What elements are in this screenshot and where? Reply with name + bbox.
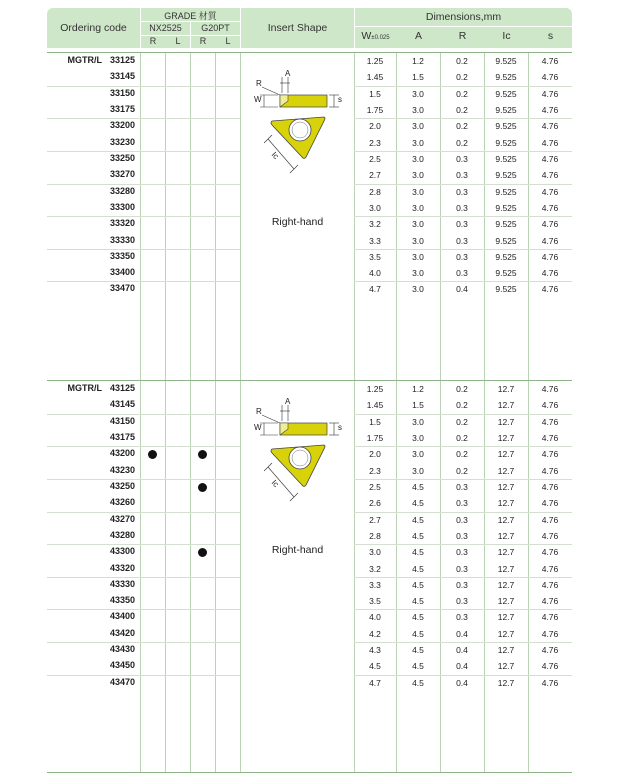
ordering-code: 33145 <box>109 71 135 82</box>
ordering-code: 33280 <box>109 185 135 196</box>
dimensions-header: Dimensions,mm <box>425 11 502 23</box>
dim-w-value: 1.25 <box>366 384 384 394</box>
dim-r-value: 0.2 <box>456 72 468 83</box>
dim-a-value: 3.0 <box>412 284 424 295</box>
dim-s-value: 4.76 <box>541 596 559 607</box>
threading-insert-icon <box>250 401 346 511</box>
dim-w-value: 4.0 <box>369 612 381 623</box>
dim-w-value: 1.75 <box>366 432 384 443</box>
ordering-code: 33200 <box>109 120 135 131</box>
dim-w-value: 2.0 <box>369 449 381 460</box>
dim-w-value: 1.5 <box>369 88 381 99</box>
dim-s-value: 4.76 <box>541 153 559 164</box>
dim-ic-value: 9.525 <box>495 202 517 213</box>
dim-a-value: 1.5 <box>412 400 424 411</box>
dim-s-value: 4.76 <box>541 432 559 443</box>
dim-ic-value: 9.525 <box>495 251 517 262</box>
row-separator <box>354 184 572 185</box>
row-separator <box>354 675 572 676</box>
dim-a-value: 3.0 <box>412 104 424 115</box>
row-separator <box>354 86 572 87</box>
ordering-code: 33330 <box>109 234 135 245</box>
row-separator <box>47 184 140 185</box>
dim-ic-value: 9.525 <box>495 235 517 246</box>
dim-ic-value: 12.7 <box>497 416 515 427</box>
radius-label: R <box>256 79 262 88</box>
thickness-label: s <box>338 423 342 432</box>
dim-r-value: 0.4 <box>456 661 468 672</box>
row-separator <box>47 151 140 152</box>
row-separator <box>354 249 572 250</box>
thickness-label: s <box>338 95 342 104</box>
dim-ic-value: 12.7 <box>497 661 515 672</box>
dim-r-value: 0.4 <box>456 677 468 688</box>
dim-r-value: 0.4 <box>456 628 468 639</box>
ordering-code: 33270 <box>109 169 135 180</box>
ordering-code: 43230 <box>109 464 135 475</box>
dim-w-value: 1.45 <box>366 72 384 83</box>
dim-r-value: 0.3 <box>456 268 468 279</box>
right-hand-label: Right-hand <box>271 544 324 556</box>
dim-r-value: 0.2 <box>456 137 468 148</box>
dim-a-value: 3.0 <box>412 219 424 230</box>
grade-header: GRADE 材質 <box>164 11 217 21</box>
dim-s-value: 4.76 <box>541 56 559 66</box>
dim-a-value: 3.0 <box>412 137 424 148</box>
hand-l-1: L <box>175 36 181 46</box>
availability-dot <box>198 450 207 459</box>
row-separator <box>140 577 240 578</box>
ordering-code: 33470 <box>109 283 135 294</box>
row-separator <box>140 446 240 447</box>
dim-s-value: 4.76 <box>541 677 559 688</box>
row-separator <box>140 249 240 250</box>
insert-shape-header: Insert Shape <box>267 22 328 34</box>
dim-r-value: 0.3 <box>456 186 468 197</box>
dim-a-value: 3.0 <box>412 465 424 476</box>
dim-r-value: 0.2 <box>456 465 468 476</box>
row-separator <box>47 446 140 447</box>
row-separator <box>47 281 140 282</box>
dim-ic-value: 12.7 <box>497 514 515 525</box>
row-separator <box>47 216 140 217</box>
dim-r-value: 0.3 <box>456 498 468 509</box>
dim-w-value: 1.45 <box>366 400 384 411</box>
dim-s-value: 4.76 <box>541 121 559 132</box>
ordering-code: 33400 <box>109 267 135 278</box>
ordering-code: 33175 <box>109 103 135 114</box>
row-separator <box>354 577 572 578</box>
dim-r-value: 0.2 <box>456 400 468 411</box>
dim-w-value: 2.6 <box>369 498 381 509</box>
dim-a-value: 4.5 <box>412 547 424 558</box>
dim-a-value: 3.0 <box>412 170 424 181</box>
row-separator <box>140 151 240 152</box>
insert-spec-table <box>47 8 572 772</box>
dim-s-value: 4.76 <box>541 612 559 623</box>
row-separator <box>140 414 240 415</box>
row-separator <box>47 544 140 545</box>
row-separator <box>354 281 572 282</box>
ordering-code: 33250 <box>109 152 135 163</box>
dim-a-value: 4.5 <box>412 661 424 672</box>
row-separator <box>140 281 240 282</box>
dim-a-value: 3.0 <box>412 121 424 132</box>
dim-a-value: 4.5 <box>412 677 424 688</box>
row-separator <box>140 675 240 676</box>
dim-r-value: 0.2 <box>456 432 468 443</box>
row-separator <box>47 609 140 610</box>
dim-w-value: 3.0 <box>369 547 381 558</box>
dim-w-value: 4.7 <box>369 284 381 295</box>
row-separator <box>47 512 140 513</box>
dim-s-value: 4.76 <box>541 661 559 672</box>
dim-col-r: R <box>458 30 467 42</box>
dim-ic-value: 12.7 <box>497 628 515 639</box>
dim-s-value: 4.76 <box>541 137 559 148</box>
ordering-code-header: Ordering code <box>60 22 127 34</box>
dim-ic-value: 12.7 <box>497 547 515 558</box>
ordering-code: 43175 <box>109 431 135 442</box>
dim-a-value: 4.5 <box>412 563 424 574</box>
dim-a-value: 4.5 <box>412 530 424 541</box>
dim-w-value: 1.5 <box>369 416 381 427</box>
dim-ic-value: 9.525 <box>495 88 517 99</box>
dim-ic-value: 9.525 <box>495 153 517 164</box>
row-separator <box>47 675 140 676</box>
dim-s-value: 4.76 <box>541 645 559 656</box>
dim-s-value: 4.76 <box>541 235 559 246</box>
table-bottom <box>47 772 572 773</box>
ordering-code: 43270 <box>109 513 135 524</box>
row-separator <box>47 642 140 643</box>
dim-ic-value: 12.7 <box>497 612 515 623</box>
row-separator <box>47 414 140 415</box>
row-separator <box>47 479 140 480</box>
dim-s-value: 4.76 <box>541 465 559 476</box>
dim-a-value: 4.5 <box>412 498 424 509</box>
dim-col-w: W±0.025 <box>361 30 390 42</box>
dim-s-value: 4.76 <box>541 547 559 558</box>
row-separator <box>47 86 140 87</box>
ordering-code: 43400 <box>109 611 135 622</box>
dim-a-value: 3.0 <box>412 268 424 279</box>
dim-r-value: 0.4 <box>456 284 468 295</box>
dim-a-value: 3.0 <box>412 186 424 197</box>
dim-r-value: 0.3 <box>456 481 468 492</box>
ordering-code: 43145 <box>109 399 135 410</box>
dim-s-value: 4.76 <box>541 400 559 411</box>
dim-w-value: 4.3 <box>369 645 381 656</box>
dim-r-value: 0.2 <box>456 104 468 115</box>
ordering-code: 43320 <box>109 562 135 573</box>
dim-r-value: 0.2 <box>456 121 468 132</box>
dim-s-value: 4.76 <box>541 219 559 230</box>
dim-s-value: 4.76 <box>541 628 559 639</box>
dim-r-value: 0.3 <box>456 547 468 558</box>
dim-ic-value: 9.525 <box>495 186 517 197</box>
dim-a-value: 3.0 <box>412 416 424 427</box>
dim-ic-value: 9.525 <box>495 56 517 66</box>
row-separator <box>140 184 240 185</box>
dim-w-value: 1.25 <box>366 56 384 66</box>
dim-r-value: 0.3 <box>456 251 468 262</box>
dim-ic-value: 12.7 <box>497 432 515 443</box>
ordering-code: 33125 <box>109 55 135 65</box>
dim-r-value: 0.2 <box>456 88 468 99</box>
threading-insert-icon <box>250 73 346 183</box>
dim-a-value: 4.5 <box>412 645 424 656</box>
dim-ic-value: 9.525 <box>495 72 517 83</box>
row-separator <box>140 118 240 119</box>
row-separator <box>47 118 140 119</box>
dim-ic-value: 12.7 <box>497 530 515 541</box>
ordering-code: 43470 <box>109 676 135 687</box>
dim-w-value: 2.3 <box>369 465 381 476</box>
dim-a-value: 4.5 <box>412 628 424 639</box>
dim-a-value: 4.5 <box>412 514 424 525</box>
ordering-code: 33350 <box>109 250 135 261</box>
hand-l-2: L <box>225 36 231 46</box>
availability-dot <box>148 450 157 459</box>
dim-s-value: 4.76 <box>541 498 559 509</box>
ordering-code: 33300 <box>109 201 135 212</box>
dim-s-value: 4.76 <box>541 530 559 541</box>
dim-ic-value: 12.7 <box>497 579 515 590</box>
dim-r-value: 0.2 <box>456 416 468 427</box>
dim-w-value: 2.7 <box>369 170 381 181</box>
dim-s-value: 4.76 <box>541 186 559 197</box>
dim-a-value: 4.5 <box>412 596 424 607</box>
dim-col-ic: Ic <box>502 30 511 42</box>
dim-w-value: 2.0 <box>369 121 381 132</box>
dim-w-value: 4.7 <box>369 677 381 688</box>
row-separator <box>140 86 240 87</box>
width-a-label: A <box>285 397 291 406</box>
dim-ic-value: 12.7 <box>497 481 515 492</box>
dim-r-value: 0.3 <box>456 219 468 230</box>
dim-r-value: 0.3 <box>456 235 468 246</box>
dim-s-value: 4.76 <box>541 88 559 99</box>
dim-ic-value: 12.7 <box>497 449 515 460</box>
dim-a-value: 4.5 <box>412 612 424 623</box>
ordering-code: 33230 <box>109 136 135 147</box>
dim-s-value: 4.76 <box>541 284 559 295</box>
row-separator <box>140 609 240 610</box>
dim-r-value: 0.3 <box>456 170 468 181</box>
dim-a-value: 3.0 <box>412 449 424 460</box>
dim-ic-value: 9.525 <box>495 170 517 181</box>
dim-ic-value: 9.525 <box>495 268 517 279</box>
dim-a-value: 3.0 <box>412 202 424 213</box>
dim-r-value: 0.3 <box>456 202 468 213</box>
dim-s-value: 4.76 <box>541 514 559 525</box>
dim-a-value: 1.5 <box>412 72 424 83</box>
dim-s-value: 4.76 <box>541 416 559 427</box>
ordering-code: 43420 <box>109 627 135 638</box>
dim-w-value: 2.3 <box>369 137 381 148</box>
dim-s-value: 4.76 <box>541 384 559 394</box>
dim-r-value: 0.3 <box>456 530 468 541</box>
dim-w-value: 3.5 <box>369 596 381 607</box>
dim-s-value: 4.76 <box>541 170 559 181</box>
hand-r-1: R <box>149 36 157 46</box>
row-separator <box>354 512 572 513</box>
dim-s-value: 4.76 <box>541 72 559 83</box>
ordering-code: 43430 <box>109 644 135 655</box>
radius-label: R <box>256 407 262 416</box>
row-separator <box>354 118 572 119</box>
dim-r-value: 0.3 <box>456 612 468 623</box>
dim-ic-value: 12.7 <box>497 465 515 476</box>
dim-ic-value: 9.525 <box>495 284 517 295</box>
dim-col-s: s <box>547 30 554 42</box>
dim-ic-value: 12.7 <box>497 596 515 607</box>
row-separator <box>140 479 240 480</box>
row-separator <box>140 642 240 643</box>
dim-ic-value: 9.525 <box>495 121 517 132</box>
section-divider <box>47 380 572 381</box>
row-separator <box>354 642 572 643</box>
dim-w-value: 2.8 <box>369 530 381 541</box>
dim-w-value: 3.2 <box>369 219 381 230</box>
dim-r-value: 0.2 <box>456 449 468 460</box>
dim-ic-value: 12.7 <box>497 384 515 394</box>
section-divider <box>47 52 572 53</box>
dim-w-value: 3.3 <box>369 235 381 246</box>
dim-r-value: 0.2 <box>456 56 468 66</box>
width-a-label: A <box>285 69 291 78</box>
dim-r-value: 0.3 <box>456 579 468 590</box>
row-separator <box>354 216 572 217</box>
dim-s-value: 4.76 <box>541 449 559 460</box>
dim-w-value: 1.75 <box>366 104 384 115</box>
dim-a-value: 3.0 <box>412 235 424 246</box>
row-separator <box>140 512 240 513</box>
dim-a-value: 4.5 <box>412 579 424 590</box>
dim-s-value: 4.76 <box>541 104 559 115</box>
row-separator <box>354 414 572 415</box>
grade-nx2525: NX2525 <box>149 23 182 33</box>
ordering-code: 43150 <box>109 415 135 426</box>
dim-s-value: 4.76 <box>541 481 559 492</box>
right-hand-label: Right-hand <box>271 216 324 228</box>
dim-a-value: 3.0 <box>412 153 424 164</box>
hand-r-2: R <box>199 36 207 46</box>
dim-w-value: 2.5 <box>369 153 381 164</box>
dim-ic-value: 9.525 <box>495 104 517 115</box>
dim-s-value: 4.76 <box>541 563 559 574</box>
dim-ic-value: 12.7 <box>497 563 515 574</box>
dim-ic-value: 12.7 <box>497 498 515 509</box>
dim-s-value: 4.76 <box>541 579 559 590</box>
dim-ic-value: 12.7 <box>497 645 515 656</box>
dim-s-value: 4.76 <box>541 202 559 213</box>
dim-s-value: 4.76 <box>541 268 559 279</box>
row-separator <box>354 446 572 447</box>
ordering-code-prefix: MGTR/L <box>67 383 102 393</box>
row-separator <box>354 151 572 152</box>
ordering-code: 33150 <box>109 87 135 98</box>
dim-r-value: 0.2 <box>456 384 468 394</box>
dim-a-value: 3.0 <box>412 88 424 99</box>
dim-a-value: 3.0 <box>412 432 424 443</box>
dim-w-value: 4.5 <box>369 661 381 672</box>
inscribed-circle-label: Ic <box>269 150 281 161</box>
inscribed-circle-label: Ic <box>269 478 281 489</box>
dim-a-value: 4.5 <box>412 481 424 492</box>
dim-a-value: 1.2 <box>412 384 424 394</box>
row-separator <box>140 544 240 545</box>
row-separator <box>354 609 572 610</box>
row-separator <box>47 249 140 250</box>
dim-w-value: 2.7 <box>369 514 381 525</box>
ordering-code: 43330 <box>109 578 135 589</box>
dim-r-value: 0.3 <box>456 153 468 164</box>
column-divider <box>240 381 241 772</box>
dim-ic-value: 9.525 <box>495 137 517 148</box>
dim-a-value: 3.0 <box>412 251 424 262</box>
dim-r-value: 0.4 <box>456 645 468 656</box>
width-w-label: W <box>254 423 262 432</box>
dim-ic-value: 9.525 <box>495 219 517 230</box>
dim-w-value: 3.2 <box>369 563 381 574</box>
availability-dot <box>198 483 207 492</box>
row-separator <box>47 577 140 578</box>
ordering-code: 43300 <box>109 546 135 557</box>
row-separator <box>354 544 572 545</box>
ordering-code: 43350 <box>109 595 135 606</box>
dim-ic-value: 12.7 <box>497 400 515 411</box>
dim-r-value: 0.3 <box>456 596 468 607</box>
row-separator <box>140 216 240 217</box>
dim-w-value: 3.5 <box>369 251 381 262</box>
ordering-code: 43200 <box>109 448 135 459</box>
ordering-code: 43250 <box>109 480 135 491</box>
dim-w-value: 3.0 <box>369 202 381 213</box>
dim-col-a: A <box>414 30 422 42</box>
ordering-code: 43450 <box>109 660 135 671</box>
dim-r-value: 0.3 <box>456 514 468 525</box>
ordering-code: 33320 <box>109 218 135 229</box>
ordering-code: 43125 <box>109 383 135 393</box>
dim-w-value: 4.2 <box>369 628 381 639</box>
dim-w-value: 4.0 <box>369 268 381 279</box>
width-w-label: W <box>254 95 262 104</box>
dim-a-value: 1.2 <box>412 56 424 66</box>
dim-s-value: 4.76 <box>541 251 559 262</box>
dim-w-value: 3.3 <box>369 579 381 590</box>
dim-w-value: 2.8 <box>369 186 381 197</box>
ordering-code-prefix: MGTR/L <box>67 55 102 65</box>
dim-r-value: 0.3 <box>456 563 468 574</box>
grade-g20pt: G20PT <box>201 23 230 33</box>
ordering-code: 43260 <box>109 497 135 508</box>
dim-ic-value: 12.7 <box>497 677 515 688</box>
availability-dot <box>198 548 207 557</box>
ordering-code: 43280 <box>109 529 135 540</box>
dim-w-value: 2.5 <box>369 481 381 492</box>
row-separator <box>354 479 572 480</box>
